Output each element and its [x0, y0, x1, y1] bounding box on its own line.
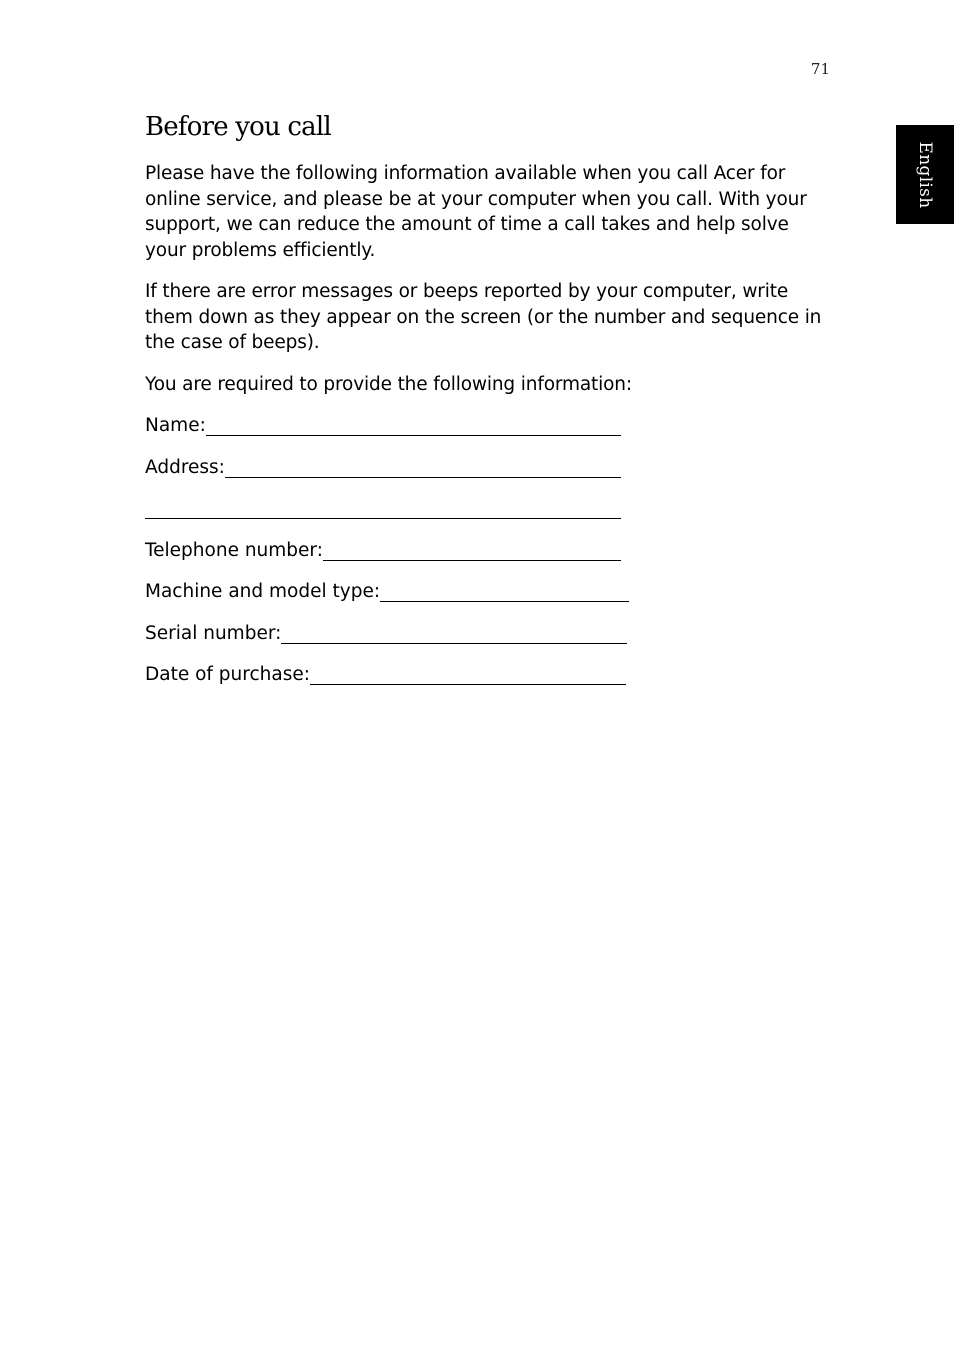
- machine-model-field-label: Machine and model type:: [145, 581, 381, 603]
- page-number: 71: [810, 60, 830, 78]
- main-content: [145, 112, 835, 704]
- section-title: Before you call: [145, 112, 331, 142]
- name-field-line: [206, 415, 621, 436]
- machine-model-field-line: [380, 581, 629, 602]
- telephone-field-line: [323, 540, 621, 561]
- serial-number-field-label: Serial number:: [145, 622, 282, 644]
- language-tab-label: English: [915, 141, 935, 208]
- error-paragraph: If there are error messages or beeps reported by your computer, write them down as they appear on the screen (or the number and sequence in the case of beeps).: [145, 281, 822, 354]
- address-field-line: [225, 457, 621, 478]
- name-field-label: Name:: [145, 415, 206, 437]
- date-of-purchase-field-label: Date of purchase:: [145, 664, 310, 686]
- serial-number-field-line: [281, 623, 627, 644]
- address-field-label: Address:: [145, 456, 225, 478]
- machine-model-field: [145, 579, 629, 604]
- intro-paragraph: Please have the following information available when you call Acer for online service, and please be at your computer when you call. With your support, we can reduce the amount of time a call takes and help solve your problems efficiently.: [145, 163, 807, 261]
- address-field: [145, 455, 621, 480]
- address-continuation-line: [145, 498, 621, 519]
- name-field: [145, 413, 621, 438]
- address-continuation-field: [145, 496, 621, 521]
- telephone-field: [145, 538, 621, 563]
- language-tab: [896, 125, 954, 224]
- required-info-paragraph: You are required to provide the following information:: [145, 373, 632, 395]
- telephone-field-label: Telephone number:: [145, 539, 323, 561]
- serial-number-field: [145, 621, 627, 646]
- date-of-purchase-field: [145, 662, 626, 687]
- date-of-purchase-field-line: [310, 664, 626, 685]
